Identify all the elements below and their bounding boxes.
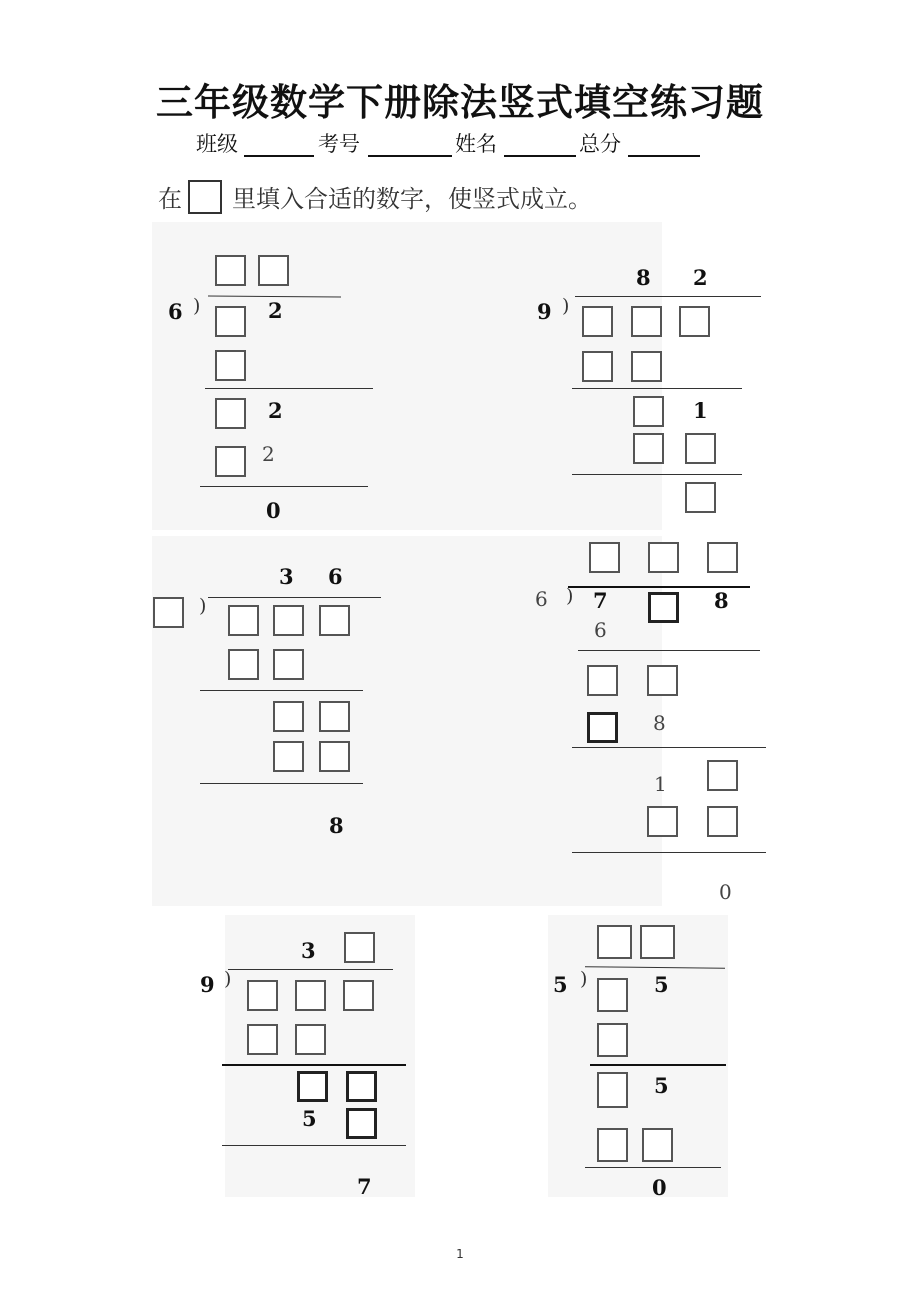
class-blank[interactable] — [244, 155, 314, 157]
answer-box[interactable] — [319, 701, 350, 732]
scan-panel — [152, 536, 662, 906]
step-digit: 8 — [653, 711, 666, 735]
dividend-digit: 8 — [714, 588, 729, 613]
bracket: ) — [566, 585, 574, 607]
remainder: 0 — [652, 1175, 667, 1200]
divisor: 6 — [168, 299, 183, 324]
answer-box[interactable] — [647, 806, 678, 837]
step-line — [222, 1145, 406, 1146]
name-blank[interactable] — [504, 155, 576, 157]
answer-box[interactable] — [597, 1023, 628, 1057]
answer-box[interactable] — [247, 980, 278, 1011]
step-line — [572, 747, 766, 748]
quotient-digit: 3 — [279, 564, 294, 589]
quotient-digit: 6 — [328, 564, 343, 589]
answer-box[interactable] — [648, 592, 679, 623]
divisor: 9 — [537, 299, 552, 324]
answer-box[interactable] — [707, 760, 738, 791]
bracket: ) — [562, 295, 570, 317]
instruction-before: 在 — [158, 185, 182, 213]
answer-box[interactable] — [273, 741, 304, 772]
step-line — [578, 650, 760, 651]
answer-box[interactable] — [587, 665, 618, 696]
answer-box[interactable] — [631, 351, 662, 382]
instruction-after: 里填入合适的数字，使竖式成立。 — [232, 185, 592, 213]
step-digit: 1 — [654, 772, 667, 796]
answer-box[interactable] — [273, 649, 304, 680]
bracket: ) — [199, 595, 207, 617]
empty-box-icon — [188, 180, 222, 214]
quotient-digit: 3 — [301, 938, 316, 963]
answer-box[interactable] — [297, 1071, 328, 1102]
divisor: 9 — [200, 972, 215, 997]
answer-box[interactable] — [273, 701, 304, 732]
answer-box[interactable] — [597, 978, 628, 1012]
answer-box[interactable] — [215, 306, 246, 337]
step-line — [572, 474, 742, 475]
score-label: 总分 — [579, 132, 621, 156]
step-line — [590, 1064, 726, 1066]
page-title: 三年级数学下册除法竖式填空练习题 — [156, 81, 764, 124]
dividend-digit: 7 — [593, 588, 608, 613]
step-digit: 5 — [302, 1106, 317, 1131]
answer-box[interactable] — [215, 255, 246, 286]
divisor: 6 — [535, 587, 548, 611]
class-label: 班级 — [196, 132, 238, 156]
answer-box[interactable] — [633, 433, 664, 464]
answer-box[interactable] — [228, 605, 259, 636]
divisor: 5 — [553, 972, 568, 997]
step-digit: 2 — [262, 442, 275, 466]
answer-box[interactable] — [582, 351, 613, 382]
step-line — [205, 388, 373, 389]
answer-box[interactable] — [215, 350, 246, 381]
step-line — [572, 852, 766, 853]
answer-box[interactable] — [597, 1128, 628, 1162]
answer-box[interactable] — [642, 1128, 673, 1162]
answer-box[interactable] — [228, 649, 259, 680]
answer-box[interactable] — [582, 306, 613, 337]
answer-box[interactable] — [346, 1108, 377, 1139]
step-line — [200, 783, 363, 784]
exam-no-label: 考号 — [318, 132, 360, 156]
step-line — [222, 1064, 406, 1066]
answer-box[interactable] — [685, 433, 716, 464]
instruction — [158, 179, 592, 214]
answer-box[interactable] — [215, 398, 246, 429]
answer-box[interactable] — [258, 255, 289, 286]
answer-box[interactable] — [343, 980, 374, 1011]
answer-box[interactable] — [640, 925, 675, 959]
division-bar — [228, 969, 393, 970]
answer-box[interactable] — [247, 1024, 278, 1055]
remainder: 7 — [357, 1174, 372, 1199]
quotient-digit: 8 — [636, 265, 651, 290]
remainder: 0 — [719, 880, 732, 904]
divisor-box[interactable] — [153, 597, 184, 628]
bracket: ) — [224, 968, 232, 990]
step-digit: 6 — [594, 618, 607, 642]
answer-box[interactable] — [295, 980, 326, 1011]
answer-box[interactable] — [589, 542, 620, 573]
page-number: 1 — [456, 1247, 464, 1261]
scan-panel — [225, 915, 415, 1197]
answer-box[interactable] — [648, 542, 679, 573]
answer-box[interactable] — [679, 306, 710, 337]
answer-box[interactable] — [631, 306, 662, 337]
answer-box[interactable] — [597, 1072, 628, 1108]
bracket: ) — [193, 295, 201, 317]
name-label: 姓名 — [455, 132, 497, 156]
answer-box[interactable] — [587, 712, 618, 743]
step-line — [200, 690, 363, 691]
division-bar — [208, 597, 381, 598]
step-line — [585, 1167, 721, 1168]
remainder: 8 — [329, 813, 344, 838]
step-digit: 2 — [268, 398, 283, 423]
answer-box[interactable] — [685, 482, 716, 513]
answer-box[interactable] — [633, 396, 664, 427]
division-bar — [575, 296, 761, 297]
step-line — [200, 486, 368, 487]
exam-no-blank[interactable] — [368, 155, 452, 157]
dividend-digit: 2 — [268, 298, 283, 323]
answer-box[interactable] — [344, 932, 375, 963]
bracket: ) — [580, 968, 588, 990]
answer-box[interactable] — [273, 605, 304, 636]
score-blank[interactable] — [628, 155, 700, 157]
step-digit: 5 — [654, 1073, 669, 1098]
remainder: 0 — [266, 498, 281, 523]
quotient-digit: 2 — [693, 265, 708, 290]
answer-box[interactable] — [319, 741, 350, 772]
step-line — [572, 388, 742, 389]
step-digit: 1 — [693, 398, 708, 423]
answer-box[interactable] — [597, 925, 632, 959]
answer-box[interactable] — [346, 1071, 377, 1102]
answer-box[interactable] — [647, 665, 678, 696]
answer-box[interactable] — [707, 806, 738, 837]
answer-box[interactable] — [215, 446, 246, 477]
scan-panel — [548, 915, 728, 1200]
answer-box[interactable] — [319, 605, 350, 636]
answer-box[interactable] — [295, 1024, 326, 1055]
answer-box[interactable] — [707, 542, 738, 573]
dividend-digit: 5 — [654, 972, 669, 997]
